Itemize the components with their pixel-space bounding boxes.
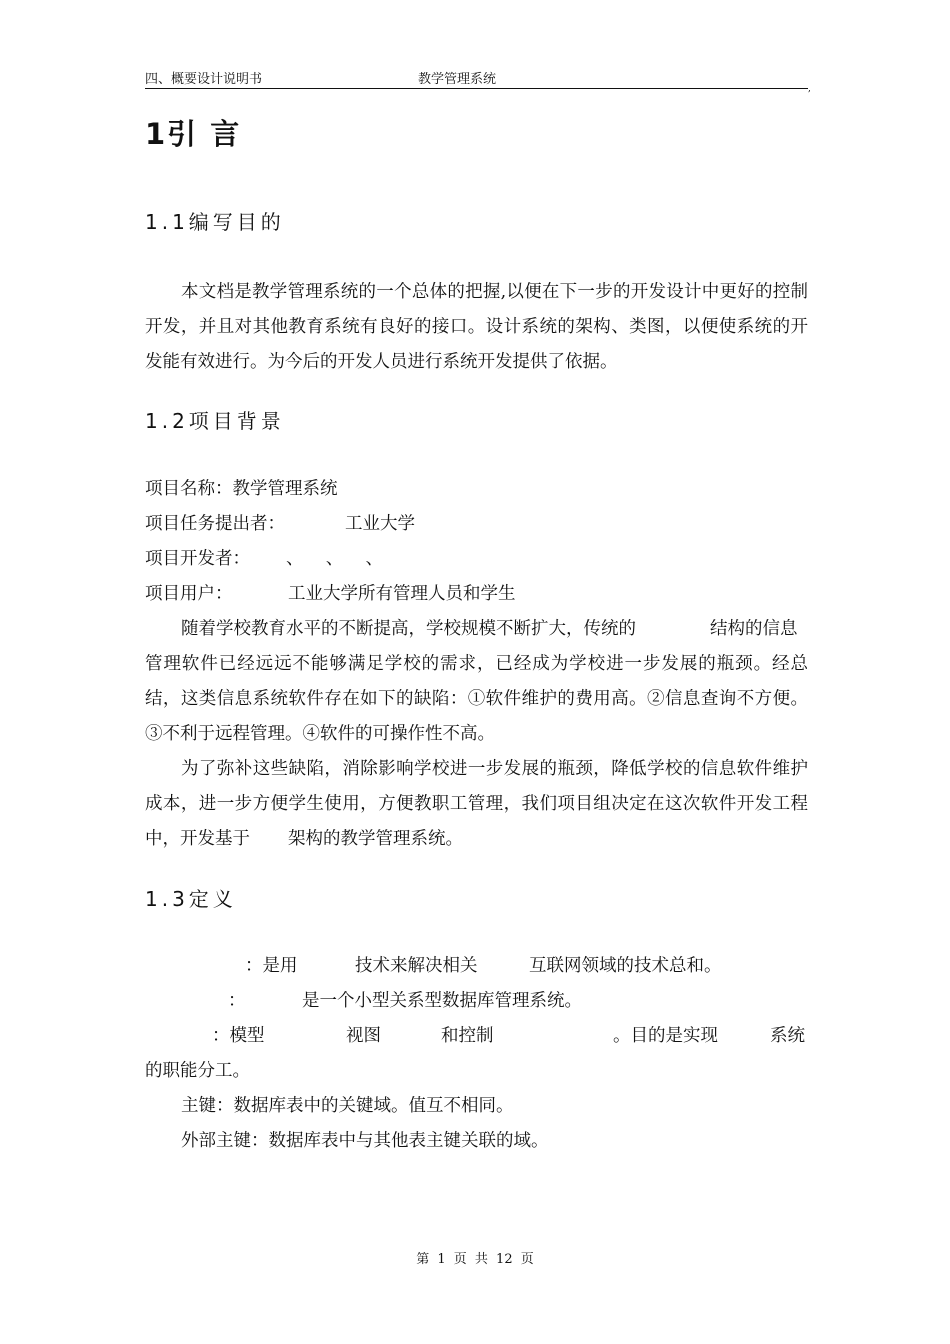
heading-definitions: 1.3定义 [145,887,237,911]
user-value: 工业大学所有管理人员和学生 [288,584,516,604]
definition-1-c: 互联网领域的技术总和。 [529,956,722,976]
purpose-paragraph: 本文档是教学管理系统的一个总体的把握,以便在下一步的开发设计中更好的控制开发，并且对其他教育系统有良好的接口。设计系统的架构、类图，以便使系统的开发能有效进行。为今后的开发人员进行系统开发提供了依据。 [145,282,808,372]
proposer-label: 项目任务提出者： [145,514,285,534]
developer-label: 项目开发者： [145,549,250,569]
definition-3-f: 的职能分工。 [145,1061,250,1081]
background-p2 [145,752,808,857]
definition-3-e: 系统 [770,1026,805,1046]
heading-background: 1.2项目背景 [145,409,285,433]
background-p1-start-tail: 结构的信息 [710,619,798,639]
background-p1-rest: 管理软件已经远远不能够满足学校的需求，已经成为学校进一步发展的瓶颈。经总结，这类信息系统软件存在如下的缺陷：①软件维护的费用高。②信息查询不方便。③不利于远程管理。④软件的可操作性不高。 [145,654,808,744]
user-label: 项目用户： [145,584,233,604]
definition-3-b: 视图 [346,1026,381,1046]
heading-introduction: 1引 言 [145,117,242,151]
definition-3-d: 。目的是实现 [613,1026,718,1046]
definition-3-a: ：模型 [212,1026,265,1046]
definition-2-a: ： [228,991,246,1011]
definition-primary-key: 主键：数据库表中的关键域。值互不相同。 [181,1096,514,1116]
background-p1-start: 随着学校教育水平的不断提高，学校规模不断扩大，传统的 [181,619,636,639]
background-p2-main: 为了弥补这些缺陷，消除影响学校进一步发展的瓶颈，降低学校的信息软件维护成本，进一步方便学生使用，方便教职工管理，我们项目组决定在这次软件开发工程中，开发基于 [145,759,808,849]
header-divider [145,88,808,89]
definition-foreign-key: 外部主键：数据库表中与其他表主键关联的域。 [181,1131,549,1151]
heading-purpose: 1.1编写目的 [145,210,285,234]
definition-3-c: 和控制 [441,1026,494,1046]
page-number: 第 1 页 共 12 页 [416,1252,534,1267]
proposer-value: 工业大学 [345,514,415,534]
project-name-line: 项目名称：教学管理系统 [145,479,338,499]
definition-2-b: 是一个小型关系型数据库管理系统。 [302,991,582,1011]
header-system-title: 教学管理系统 [418,72,497,87]
developer-value: 、 、 、 [286,549,384,569]
definition-1-a: ：是用 [245,956,298,976]
header-document-section: 四、概要设计说明书 [145,72,263,87]
header-mark: , [808,84,811,94]
background-p2-tail: 架构的教学管理系统。 [288,829,463,849]
definition-1-b: 技术来解决相关 [355,956,478,976]
